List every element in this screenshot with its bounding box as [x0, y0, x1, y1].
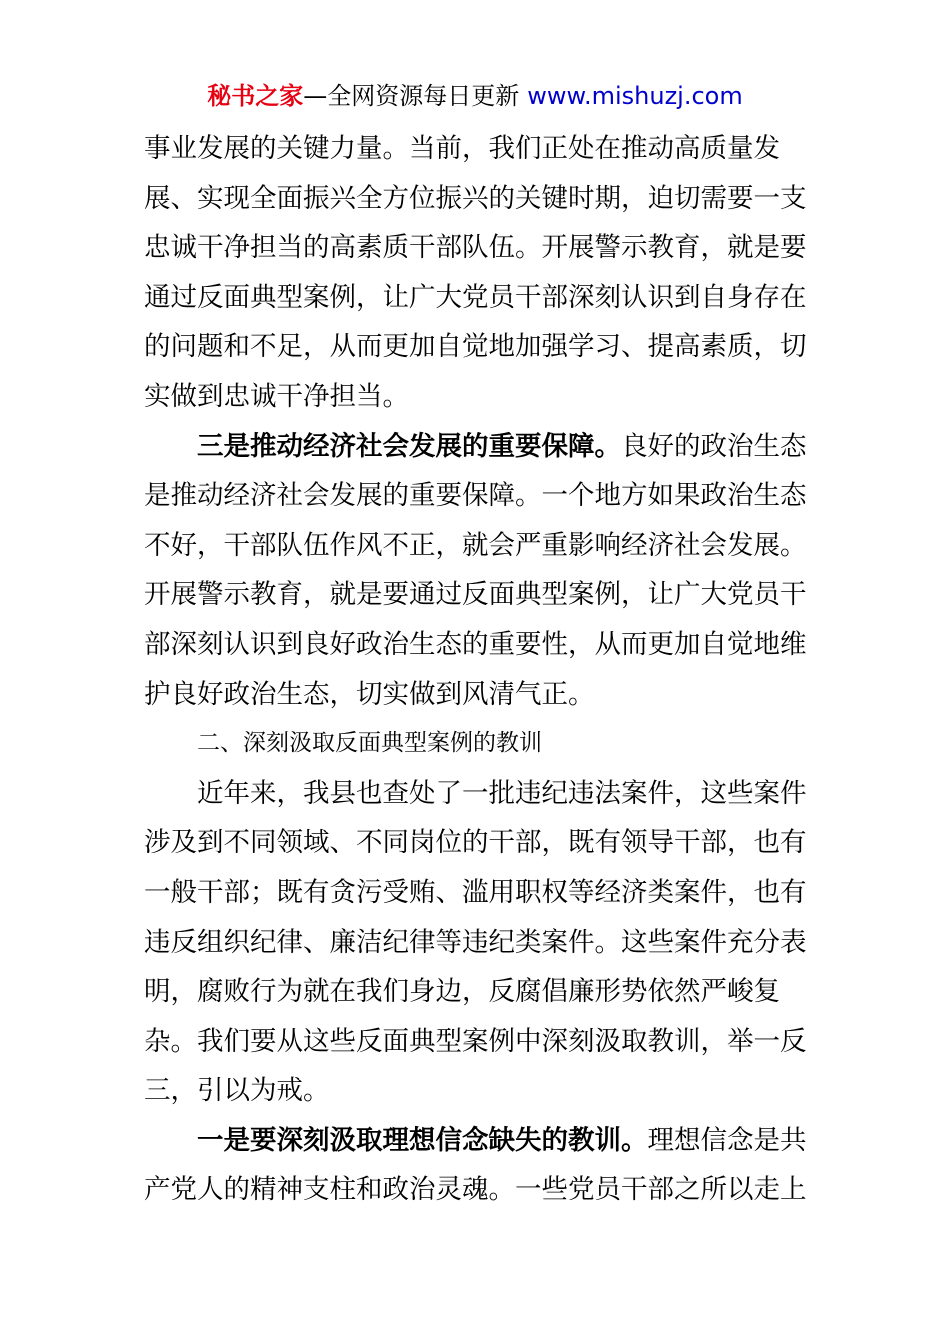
text-line: 事业发展的关键力量。当前，我们正处在推动高质量发 [144, 133, 780, 164]
text-line: 忠诚干净担当的高素质干部队伍。开展警示教育，就是要 [144, 232, 807, 264]
text-line: 展、实现全面振兴全方位振兴的关键时期，迫切需要一支 [144, 182, 807, 214]
text-line: 开展警示教育，就是要通过反面典型案例，让广大党员干 [144, 579, 807, 611]
document-body [144, 124, 809, 1215]
text-line: 三，引以为戒。 [144, 1075, 330, 1107]
text-line: 实做到忠诚干净担当。 [144, 380, 409, 412]
text-run: 理想信念是共 [647, 1124, 807, 1156]
text-line: 违反组织纪律、廉洁纪律等违纪类案件。这些案件充分表 [144, 926, 807, 958]
site-brand: 秘书之家 [207, 82, 304, 110]
text-line [144, 1116, 809, 1166]
section-heading [144, 719, 809, 769]
text-line: 的问题和不足，从而更加自觉地加强学习、提高素质，切 [144, 331, 807, 363]
text-line: 明，腐败行为就在我们身边，反腐倡廉形势依然严峻复 [144, 976, 780, 1008]
text-line: 一般干部；既有贪污受贿、滥用职权等经济类案件，也有 [144, 876, 807, 908]
text-line: 不好，干部队伍作风不正，就会严重影响经济社会发展。 [144, 529, 807, 561]
text-line: 产党人的精神支柱和政治灵魂。一些党员干部之所以走上 [144, 1174, 807, 1206]
bold-lead: 三是推动经济社会发展的重要保障。 [197, 430, 621, 462]
section-heading-text: 二、深刻汲取反面典型案例的教训 [197, 730, 542, 757]
text-line: 部深刻认识到良好政治生态的重要性，从而更加自觉地维 [144, 628, 807, 660]
bold-lead: 一是要深刻汲取理想信念缺失的教训。 [197, 1124, 648, 1156]
text-line [144, 422, 809, 472]
paragraph-point-three [144, 422, 809, 720]
site-url-link[interactable]: www.mishuzj.com [527, 82, 743, 110]
text-line: 涉及到不同领域、不同岗位的干部，既有领导干部，也有 [144, 827, 807, 859]
paragraph-lesson-one [144, 1116, 809, 1215]
paragraph-continuation [144, 124, 809, 422]
text-line: 杂。我们要从这些反面典型案例中深刻汲取教训，举一反 [144, 1025, 807, 1057]
paragraph-cases [144, 769, 809, 1116]
text-line: 护良好政治生态，切实做到风清气正。 [144, 678, 595, 710]
text-line: 是推动经济社会发展的重要保障。一个地方如果政治生态 [144, 480, 807, 512]
site-tagline: —全网资源每日更新 [303, 82, 520, 110]
text-line: 通过反面典型案例，让广大党员干部深刻认识到自身存在 [144, 281, 807, 313]
site-header [0, 80, 950, 112]
text-run: 良好的政治生态 [621, 430, 807, 462]
text-line: 近年来，我县也查处了一批违纪违法案件，这些案件 [197, 777, 807, 809]
